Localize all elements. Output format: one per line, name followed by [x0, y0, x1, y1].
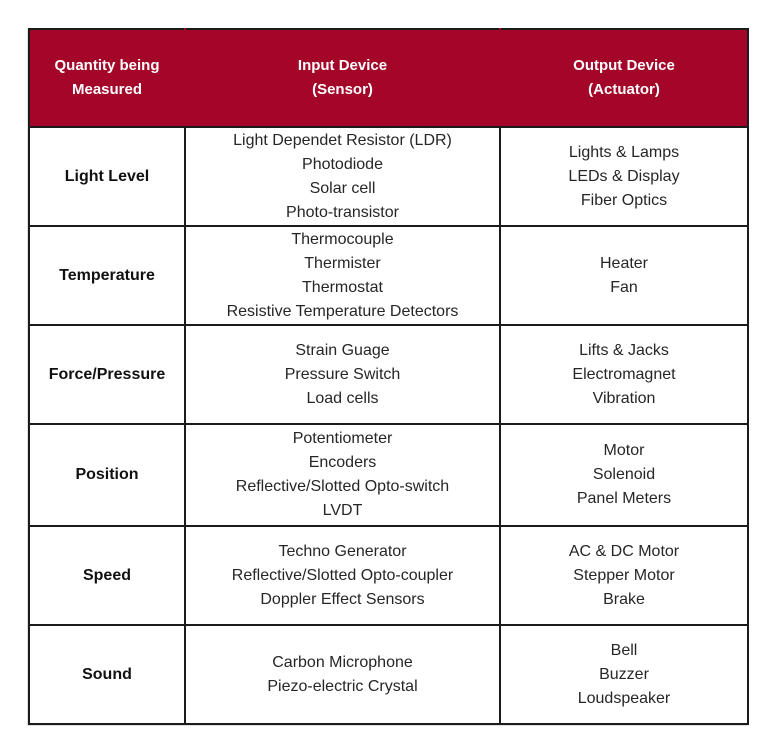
input-devices-cell [185, 625, 500, 724]
device-line: Heater [599, 254, 649, 272]
output-devices-cell [500, 526, 748, 625]
device-line: Solar cell [309, 179, 376, 197]
device-line: AC & DC Motor [568, 542, 680, 560]
output-devices-cell [500, 127, 748, 226]
device-line: Encoders [308, 454, 377, 471]
input-devices-cell [185, 127, 500, 226]
device-line: Stepper Motor [573, 566, 675, 584]
output-devices-cell [500, 625, 748, 724]
table-row [29, 325, 748, 424]
device-line: Pressure Switch [284, 365, 401, 383]
device-line: Light Dependet Resistor (LDR) [233, 131, 452, 149]
device-line: Lights & Lamps [568, 143, 680, 161]
quantity-cell: Temperature [29, 226, 185, 325]
device-line: Thermostat [302, 278, 383, 296]
device-line: Bell [610, 641, 638, 659]
header-row [29, 29, 748, 127]
header-input-line2: (Sensor) [312, 81, 373, 98]
device-line: Brake [603, 590, 645, 608]
output-devices-cell [500, 325, 748, 424]
device-line: Motor [603, 442, 645, 459]
header-input-line1: Input Device [297, 57, 388, 74]
device-line: LVDT [322, 502, 363, 519]
header-input-device [185, 29, 500, 127]
device-line: Loudspeaker [577, 689, 671, 707]
device-line: Load cells [306, 389, 379, 407]
device-line: Lifts & Jacks [579, 341, 669, 359]
header-quantity-line2: Measured [71, 81, 143, 98]
device-line: Carbon Microphone [272, 653, 413, 671]
device-line: Reflective/Slotted Opto-switch [235, 478, 450, 495]
device-line: Panel Meters [576, 490, 672, 507]
input-devices-cell [185, 424, 500, 526]
device-line: Electromagnet [572, 365, 676, 383]
header-output-line2: (Actuator) [588, 81, 660, 98]
device-line: Piezo-electric Crystal [267, 677, 418, 695]
device-line: Thermocouple [291, 230, 394, 248]
output-devices-cell [500, 226, 748, 325]
device-line: Buzzer [599, 665, 649, 683]
device-line: Thermister [304, 254, 381, 272]
header-quantity-line1: Quantity being [54, 57, 160, 74]
sensor-actuator-table [28, 28, 749, 725]
header-quantity-measured [29, 29, 185, 127]
device-line: Photodiode [302, 155, 383, 173]
device-line: Photo-transistor [286, 203, 399, 221]
device-line: Vibration [592, 389, 656, 407]
header-output-device [500, 29, 748, 127]
device-line: Doppler Effect Sensors [260, 590, 425, 608]
quantity-cell: Position [29, 424, 185, 526]
table-row [29, 625, 748, 724]
quantity-cell: Force/Pressure [29, 325, 185, 424]
device-line: Techno Generator [278, 542, 407, 560]
table-body [29, 127, 748, 724]
table-row [29, 226, 748, 325]
table-row [29, 127, 748, 226]
device-line: Fiber Optics [580, 191, 668, 209]
device-line: Potentiometer [292, 430, 393, 447]
input-devices-cell [185, 325, 500, 424]
table-row [29, 424, 748, 526]
device-line: Fan [610, 278, 638, 296]
quantity-cell: Sound [29, 625, 185, 724]
device-line: Reflective/Slotted Opto-coupler [231, 566, 454, 584]
device-line: LEDs & Display [568, 167, 680, 185]
input-devices-cell [185, 226, 500, 325]
device-line: Resistive Temperature Detectors [226, 302, 459, 320]
device-line: Strain Guage [295, 341, 390, 359]
output-devices-cell [500, 424, 748, 526]
device-line: Solenoid [592, 466, 656, 483]
table-header [29, 29, 748, 127]
input-devices-cell [185, 526, 500, 625]
quantity-cell: Speed [29, 526, 185, 625]
table-row [29, 526, 748, 625]
quantity-cell: Light Level [29, 127, 185, 226]
header-output-line1: Output Device [573, 57, 675, 74]
